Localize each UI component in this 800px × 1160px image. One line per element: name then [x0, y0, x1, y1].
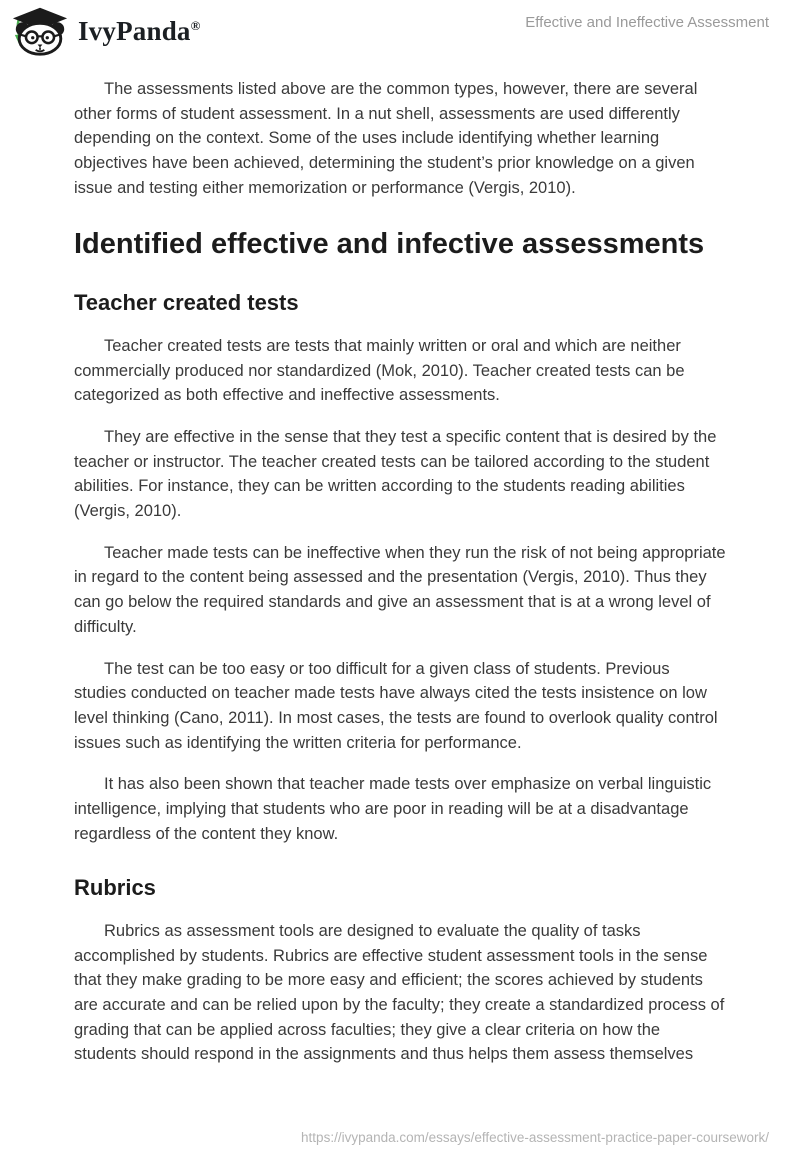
ivypanda-brand: [10, 6, 201, 56]
registered-trademark-symbol: ®: [190, 17, 201, 33]
page-footer: [301, 1129, 769, 1147]
running-page-title: Effective and Ineffective Assessment: [525, 14, 769, 31]
teacher-tests-paragraph-4: The test can be too easy or too difficult for a given class of students. Previous studies conducted on teacher made tests have always cited the tests insistence on low level thinking (Cano, 2011). In most cases, the tests are found to overlook quality control issues such as identifying the written criteria for performance.: [74, 659, 718, 752]
teacher-tests-paragraph-1: Teacher created tests are tests that mainly written or oral and which are neither commercially produced nor standardized (Mok, 2010). Teacher created tests can be categorized as both effective and ineffective assessments.: [74, 336, 685, 405]
heading-teacher-created-tests: Teacher created tests: [74, 290, 299, 316]
teacher-tests-paragraph-3: Teacher made tests can be ineffective when they run the risk of not being appropriate in regard to the content being assessed and the presentation (Vergis, 2010). Thus they can go below the required standards and give an assessment that is at a wrong level of difficulty.: [74, 543, 726, 636]
heading-identified-assessments: Identified effective and infective assessments: [74, 227, 705, 260]
page-header: [0, 0, 800, 60]
heading-rubrics: Rubrics: [74, 875, 156, 901]
teacher-tests-paragraph-5: It has also been shown that teacher made tests over emphasize on verbal linguistic intelligence, implying that students who are poor in reading will be at a disadvantage regardless of the content they know.: [74, 775, 712, 843]
teacher-tests-paragraph-2: They are effective in the sense that they test a specific content that is desired by the teacher or instructor. The teacher created tests can be tailored according to the student abilities. For instance, they can be written according to the students reading abilities (Vergis, 2010).: [74, 427, 717, 521]
panda-graduate-icon: [10, 6, 70, 56]
rubrics-paragraph-1: Rubrics as assessment tools are designed to evaluate the quality of tasks accomplished by students. Rubrics are effective student assessment tools in the sense that they make grading to be more easy and efficient; the scores achieved by students are accurate and can be relied upon by the faculty; they create a standardized process of grading that can be applied across faculties; they give a clear criteria on how the students should respond in the assignments and thus helps them assess themselves: [74, 921, 725, 1064]
source-url: https://ivypanda.com/essays/effective-assessment-practice-paper-coursework/: [301, 1130, 769, 1145]
document-body: [0, 77, 800, 1067]
brand-name: IvyPanda®: [78, 15, 201, 46]
intro-paragraph: The assessments listed above are the common types, however, there are several other forms of student assessment. In a nut shell, assessments are used differently depending on the context. Some of the uses include identifying whether learning objectives have been achieved, determining the student’s prior knowledge on a given issue and testing either memorization or performance (Vergis, 2010).: [74, 80, 698, 197]
